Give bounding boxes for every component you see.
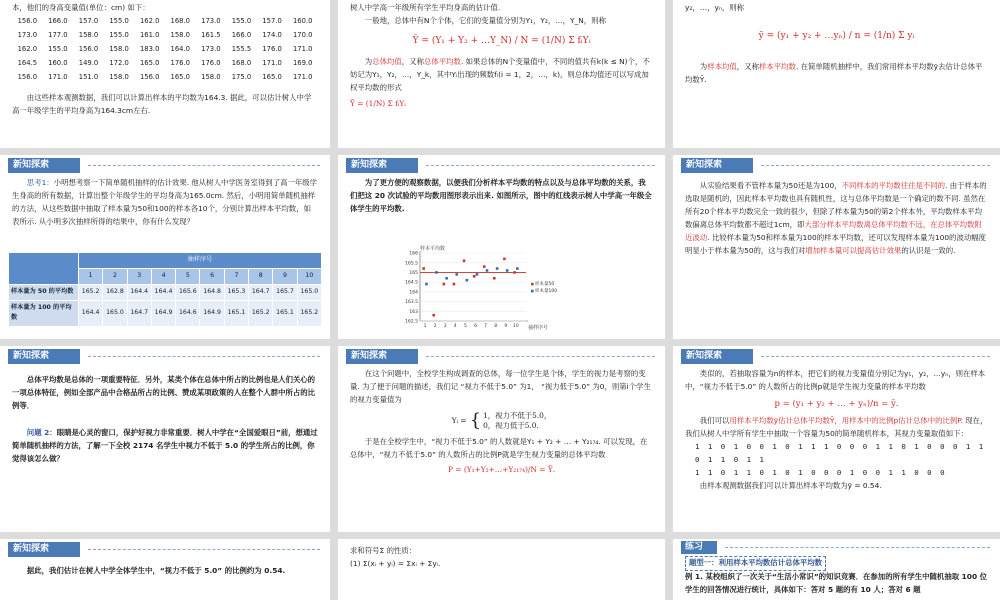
chart-xlabel: 抽样序号 (528, 325, 549, 331)
height-cell: 158.0 (170, 30, 190, 39)
chart-x-tick: 2 (433, 324, 437, 329)
mean-cell: 165.3 (224, 284, 248, 300)
chart-point (463, 259, 466, 262)
text-span: 为 (699, 61, 708, 71)
slide-sample-mean[interactable] (673, 0, 1000, 148)
mean-cell: 165.1 (224, 300, 248, 327)
sample-index: 2 (103, 268, 127, 284)
mean-cell: 165.7 (273, 284, 297, 300)
highlight-text: 增加样本量可以提高估计效果 (805, 245, 902, 255)
slide-conclusion[interactable] (0, 539, 330, 600)
topic-badge: 题型一：利用样本平均数估计总体平均数 (685, 556, 826, 571)
chart-point (493, 277, 496, 280)
chart-x-tick: 10 (513, 324, 519, 329)
mean-cell: 165.0 (297, 284, 321, 300)
heights-row (12, 15, 318, 29)
conclusion-text: 由这些样本观测数据，我们可以计算出样本的平均数为164.3. 据此，可以估计树人中学高一年级学生的平均身高为164.3cm左右. (12, 93, 312, 116)
sample-index: 10 (297, 268, 321, 284)
height-cell: 156.0 (78, 44, 99, 53)
highlight-text: 大部分样本平均数离总体平均数不远，在总体平均数附近波动 (685, 219, 982, 242)
heights-row (12, 71, 318, 85)
chart-y-tick: 164 (409, 290, 418, 296)
term-population-average: 总体平均数 (423, 56, 461, 66)
chart-ylabel: 样本平均数 (420, 246, 446, 252)
text-span: ，又称 (401, 56, 424, 66)
chart-x-tick: 7 (484, 324, 488, 329)
slide-findings[interactable] (673, 155, 1000, 339)
chart-point (455, 273, 458, 276)
mean-cell: 164.6 (176, 300, 200, 327)
sample-index: 5 (176, 268, 200, 284)
chart-x-tick: 6 (474, 324, 477, 329)
paragraph: 据此，我们估计在树人中学全体学生中，“视力不低于 5.0” 的比例约为 0.54. (26, 566, 286, 575)
height-cell: 161.0 (139, 30, 160, 39)
heights-row (12, 57, 318, 71)
height-cell: 155.0 (109, 16, 129, 25)
formula-case: 0，视力低于5.0. (483, 421, 539, 431)
slide-sum-properties[interactable] (338, 539, 665, 600)
chart-point (453, 283, 456, 286)
chart-y-tick: 163 (409, 309, 418, 315)
term-sample-mean: 样本均值 (707, 61, 737, 71)
brace-icon: { (469, 410, 482, 432)
height-cell: 171.0 (48, 72, 68, 81)
question-label: 问题 2： (26, 427, 57, 437)
chart-point (516, 267, 519, 270)
chart-y-tick: 163.5 (405, 300, 418, 306)
divider (761, 356, 990, 357)
height-cell: 176.0 (170, 58, 190, 67)
term-population-mean: 总体均值 (372, 56, 402, 66)
mean-cell: 164.7 (249, 284, 273, 300)
table-group-header: 抽样序号 (79, 253, 322, 269)
height-cell: 172.0 (109, 58, 129, 67)
term-sample-average: 样本平均数 (758, 61, 796, 71)
slide-problem2[interactable] (0, 346, 330, 532)
height-cell: 156.0 (17, 72, 38, 81)
section-header: 新知探索 (8, 542, 80, 557)
height-cell: 165.0 (170, 72, 190, 81)
text-line: 求和符号Σ 的性质： (350, 546, 417, 555)
height-cell: 155.0 (48, 44, 68, 53)
chart-y-tick: 165 (409, 271, 418, 277)
binary-row: 1 1 0 1 1 0 1 0 1 0 0 0 1 0 0 1 1 0 0 0 (695, 467, 947, 477)
mean-cell: 164.9 (151, 300, 175, 327)
height-cell: 173.0 (201, 44, 221, 53)
mean-cell: 164.8 (200, 284, 224, 300)
sample-means-table (8, 252, 322, 327)
height-cell: 165.0 (262, 72, 282, 81)
chart-x-tick: 4 (453, 324, 457, 329)
height-cell: 158.0 (109, 44, 129, 53)
height-cell: 162.0 (139, 16, 160, 25)
section-header: 新知探索 (8, 349, 80, 364)
height-cell: 171.0 (292, 72, 313, 81)
table-corner (9, 253, 79, 285)
sample-index: 3 (127, 268, 151, 284)
example-text: 例 1. 某校组织了一次关于“生活小常识”的知识竞赛．在参加的所有学生中随机抽取 100 位学生的回答情况进行统计，具体如下：答对 5 题的有 10 人；答对 6 题 (685, 571, 988, 594)
mean-cell: 165.2 (297, 300, 321, 327)
sample-index: 9 (273, 268, 297, 284)
text-span: . 由于样本的选取是随机的，因此样本平均数也具有随机性，这与总体平均数是一个确定的数不同. 虽然在所有20个样本平均数完全一致的很少，但除了样本量为50的第2个样本外，平均数样本平均数偏离总体平均数都不超过1cm，即 (685, 181, 987, 229)
highlight-text: 用样本平均数ȳ估计总体平均数Ȳ，用样本中的比例p估计总体中的比例P (729, 415, 961, 425)
height-cell: 157.0 (262, 16, 282, 25)
think-label: 思考1： (26, 178, 54, 187)
chart-point (473, 275, 476, 278)
paragraph: 总体平均数是总体的一项重要特征．另外，某类个体在总体中所占的比例也是人们关心的一项总体特征，例如全部产品中合格品所占的比例、赞成某项政策的人在整个人群中所占的比例等． (12, 375, 316, 410)
piecewise-formula (350, 411, 653, 432)
chart-x-tick: 8 (494, 324, 498, 329)
heights-table (12, 15, 318, 84)
section-header: 新知探索 (8, 158, 80, 173)
height-cell: 176.0 (262, 44, 282, 53)
height-cell: 164.5 (17, 58, 38, 67)
sample-mean-chart (398, 243, 573, 335)
heights-row (12, 43, 318, 57)
height-cell: 183.0 (139, 44, 160, 53)
slide-population-mean[interactable] (338, 0, 665, 148)
height-cell: 176.0 (201, 58, 221, 67)
sample-mean-formula: ȳ = (y₁ + y₂ + …yₙ) / n = (1/n) Σ yᵢ (758, 30, 915, 41)
row-label: 样本量为 100 的平均数 (9, 300, 79, 327)
text-span: . 比较样本量为50和样本量为100的样本平均数，还可以发现样本量为100的波动幅度明显小于样本量为50的，这与我们对 (685, 232, 987, 255)
text-span: 的认识是一致的. (901, 245, 956, 255)
height-cell: 168.0 (231, 58, 252, 67)
mean-cell: 164.9 (200, 300, 224, 327)
slide-chart[interactable] (338, 155, 665, 339)
chart-point (432, 314, 435, 317)
text-line: y₂，…，yₙ，则称 (685, 3, 744, 12)
paragraph: 类似的，若抽取容量为n的样本，把它们的视力变量值分别记为y₁，y₂，…yₙ，则在样本中，“视力不低于5.0” 的人数所占的比例p就是学生视力变量的样本平均数 (685, 369, 986, 391)
slide-practice[interactable] (673, 539, 1000, 600)
height-cell: 158.0 (201, 72, 221, 81)
think-text: 小明想考察一下简单随机抽样的估计效果. 他从树人中学医务室得到了高一年级学生身高的所有数据，计算出整个年级学生的平均身高为165.0cm. 然后，小明用简单随机抽样的方法，从这些数据中抽取了样本量为50和100的样本各10个，分别计算出样本平均数，如表所示. 从小明多次抽样所得的结果中，你有什么发现？ (12, 178, 318, 226)
chart-point (445, 277, 448, 280)
paragraph: 在这个问题中，全校学生构成调查的总体，每一位学生是个体，学生的视力是考察的变量. 为了便于问题的描述，我们记 “视力不低于5.0” 为1， “视力低于5.0” 为0，则第i个学生的视力变量值为 (350, 369, 651, 404)
chart-x-tick: 5 (463, 324, 467, 329)
chart-legend-label: 样本量100 (535, 289, 558, 294)
height-cell: 157.0 (78, 16, 99, 25)
chart-point (443, 283, 446, 286)
chart-point (513, 271, 516, 274)
height-cell: 149.0 (78, 58, 99, 67)
chart-point (503, 258, 506, 261)
divider (88, 165, 320, 166)
population-mean-formula: Ȳ = (Y₁ + Y₂ + …Y_N) / N = (1/N) Σ fᵢYᵢ (412, 35, 591, 46)
chart-point (483, 265, 486, 268)
height-cell: 158.0 (78, 30, 99, 39)
mean-cell: 162.8 (103, 284, 127, 300)
chart-point (422, 267, 425, 270)
height-cell: 162.0 (17, 44, 38, 53)
slide-think1[interactable] (0, 155, 330, 339)
chart-legend-swatch (531, 283, 534, 286)
text-span: . 在简单随机抽样中，我们常用样本平均数ȳ去估计总体平均数Ȳ. (685, 61, 983, 84)
text-span: 为 (364, 56, 373, 66)
text-line: (1) Σ(xᵢ + yᵢ) = Σxᵢ + Σyᵢ. (350, 558, 441, 568)
height-cell: 170.0 (292, 30, 313, 39)
height-cell: 155.5 (231, 44, 252, 53)
mean-cell: 165.2 (79, 284, 103, 300)
slide-vision-variable[interactable] (338, 346, 665, 532)
sample-proportion-formula: p = (y₁ + y₂ + … + yₙ)/n = ȳ. (774, 398, 899, 409)
highlight-text: 不同样本的平均数往往是不同的 (841, 181, 946, 190)
chart-y-tick: 165.5 (405, 261, 418, 267)
chart-point (435, 271, 438, 274)
formula-lhs: Yᵢ = (451, 415, 467, 425)
section-header: 新知探索 (681, 349, 753, 364)
height-cell: 158.0 (109, 72, 129, 81)
practice-header: 练习 (681, 541, 717, 554)
height-cell: 161.5 (201, 30, 221, 39)
row-label: 样本量为 50 的平均数 (9, 284, 79, 300)
height-cell: 175.0 (231, 72, 252, 81)
divider (426, 356, 655, 357)
height-cell: 156.0 (139, 72, 160, 81)
chart-point (466, 279, 469, 282)
height-cell: 168.0 (170, 16, 190, 25)
mean-cell: 164.4 (79, 300, 103, 327)
height-cell: 164.0 (170, 44, 190, 53)
divider (88, 356, 320, 357)
height-cell: 174.0 (262, 30, 282, 39)
height-cell: 173.0 (201, 16, 221, 25)
chart-legend-swatch (531, 290, 534, 293)
height-cell: 173.0 (17, 30, 38, 39)
text-span: 我们可以 (699, 415, 730, 425)
text-span: . 现在，我们从树人中学所有学生中抽取一个容量为50的简单随机样本，其视力变量取值如下： (685, 415, 988, 438)
intro-text: 本，他们的身高变量值(单位：cm) 如下： (12, 3, 150, 12)
chart-y-tick: 164.5 (405, 280, 418, 286)
height-cell: 155.0 (231, 16, 252, 25)
proportion-formula: P = (Y₁+Y₂+…+Y₂₁₇₄)/N = Ȳ. (447, 465, 556, 475)
height-cell: 166.0 (231, 30, 252, 39)
weighted-mean-formula: Ȳ = (1/N) Σ fᵢYᵢ (350, 98, 406, 108)
chart-point (486, 269, 489, 272)
chart-legend-label: 样本量50 (535, 282, 555, 287)
height-cell: 155.0 (109, 30, 129, 39)
paragraph (685, 480, 988, 493)
mean-cell: 165.2 (249, 300, 273, 327)
mean-cell: 164.7 (127, 300, 151, 327)
height-cell: 166.0 (48, 16, 68, 25)
slide-heights-data[interactable] (0, 0, 330, 148)
chart-point (506, 269, 509, 272)
chart-point (496, 267, 499, 270)
formula-case: 1，视力不低于5.0， (483, 410, 552, 420)
text-line: 树人中学高一年级所有学生平均身高的估计值. (350, 3, 501, 12)
height-cell: 160.0 (292, 16, 313, 25)
chart-x-tick: 3 (443, 324, 447, 329)
sample-index: 4 (151, 268, 175, 284)
text-span: 从实验结果看不管样本量为50还是为100， (699, 181, 842, 190)
chart-x-tick: 9 (504, 324, 508, 329)
sample-index: 6 (200, 268, 224, 284)
text-span: . 如果总体的N个变量值中，不同的值共有k(k ≤ N)个，不妨记为Y₁，Y₂，…，Y_k，其中Yᵢ出现的频数fᵢ(i = 1，2，…，k)，则总体均值还可以写成加权平均数的形式 (350, 56, 650, 92)
chart-point (425, 283, 428, 286)
height-cell: 171.0 (292, 44, 313, 53)
slide-sample-proportion[interactable] (673, 346, 1000, 532)
height-cell: 156.0 (17, 16, 38, 25)
mean-cell: 164.4 (151, 284, 175, 300)
chart-intro: 为了更方便的观察数据，以便我们分析样本平均数的特点以及与总体平均数的关系，我们把这 20 次试验的平均数用图形表示出来. 如图所示，图中的红线表示树人中学高一年级全体学生的平均数. (350, 178, 652, 213)
section-header: 新知探索 (346, 158, 418, 173)
height-cell: 160.0 (48, 58, 68, 67)
chart-y-tick: 162.5 (405, 319, 418, 325)
divider (426, 165, 655, 166)
divider (725, 547, 990, 548)
binary-row: 1 1 0 1 0 0 1 0 1 1 1 0 0 0 1 1 0 1 0 0 0 1 1 0 1 1 0 1 1 (695, 441, 986, 464)
height-cell: 151.0 (78, 72, 99, 81)
question-text: 眼睛是心灵的窗口，保护好视力非常重要．树人中学在“全国爱眼日”前，想通过简单随机抽样的方法，了解一下全校 2174 名学生中视力不低于 5.0 的学生所占的比例，你觉得该怎么做？ (12, 427, 318, 463)
divider (761, 165, 990, 166)
paragraph: 于是在全校学生中，“视力不低于5.0” 的人数就是Y₁ + Y₂ + … + Y₂₁₇₄. 可以发现，在总体中，“视力不低于5.0” 的人数所占的比例P就是学生视力变量的总体平均数 (350, 436, 648, 459)
chart-x-tick: 1 (423, 324, 427, 329)
height-cell: 171.0 (262, 58, 282, 67)
text-span: ，又称 (736, 61, 759, 71)
height-cell: 169.0 (292, 58, 313, 67)
height-cell: 177.0 (48, 30, 68, 39)
divider (88, 549, 320, 550)
heights-row (12, 29, 318, 43)
chart-y-tick: 166 (409, 251, 418, 257)
mean-cell: 165.0 (103, 300, 127, 327)
text-line: 一般地，总体中有N个个体，它们的变量值分别为Y₁，Y₂，…，Y_N，则称 (364, 15, 606, 25)
mean-cell: 165.6 (176, 284, 200, 300)
mean-cell: 164.4 (127, 284, 151, 300)
section-header: 新知探索 (346, 349, 418, 364)
chart-point (476, 273, 479, 276)
sample-index: 1 (79, 268, 103, 284)
text-span: 由样本观测数据我们可以计算出样本平均数为ȳ = 0.54. (699, 480, 882, 490)
mean-cell: 165.1 (273, 300, 297, 327)
height-cell: 165.0 (139, 58, 160, 67)
sample-index: 8 (249, 268, 273, 284)
sample-index: 7 (224, 268, 248, 284)
section-header: 新知探索 (681, 158, 753, 173)
